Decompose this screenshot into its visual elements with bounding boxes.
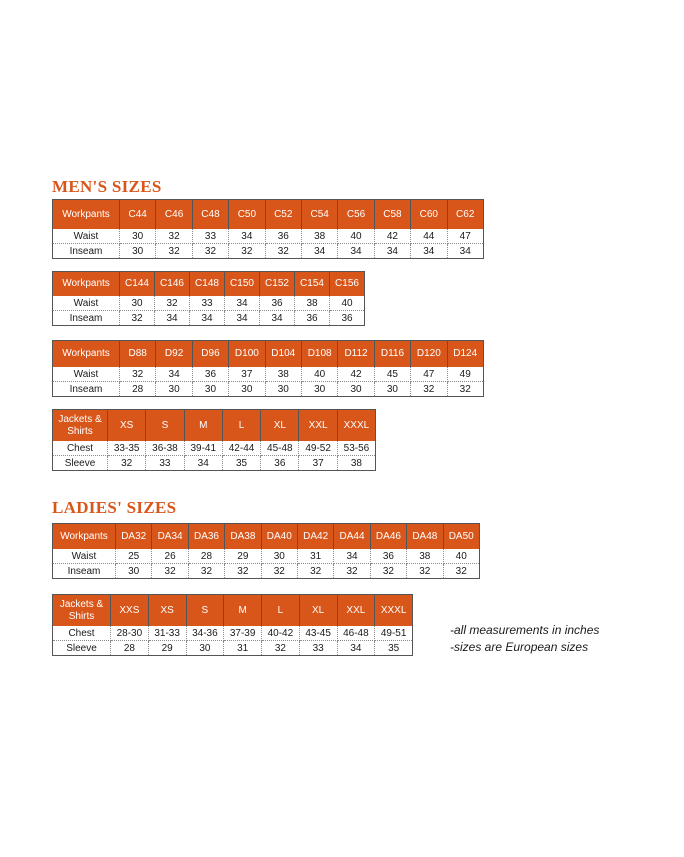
measurement-value: 28 bbox=[111, 641, 149, 656]
measurement-value: 36-38 bbox=[146, 441, 184, 456]
size-header: DA46 bbox=[370, 524, 406, 550]
measurement-value: 38 bbox=[265, 367, 301, 382]
measurement-value: 32 bbox=[192, 244, 228, 259]
measurement-value: 46-48 bbox=[337, 626, 375, 641]
size-table-men-c bbox=[52, 199, 484, 259]
measurement-value: 30 bbox=[265, 382, 301, 397]
measurement-value: 30 bbox=[156, 382, 192, 397]
measurement-value: 28 bbox=[120, 382, 156, 397]
measurement-value: 37 bbox=[229, 367, 265, 382]
size-header: XS bbox=[148, 595, 186, 627]
measurement-value: 40-42 bbox=[262, 626, 300, 641]
size-table-men-d bbox=[52, 340, 484, 397]
measurement-value: 30 bbox=[120, 296, 155, 311]
measurement-value: 32 bbox=[156, 244, 192, 259]
measurement-value: 40 bbox=[338, 229, 374, 244]
measurement-value: 32 bbox=[334, 564, 370, 579]
size-header: C46 bbox=[156, 200, 192, 230]
size-table-men-c-long bbox=[52, 271, 365, 326]
measurement-value: 32 bbox=[108, 456, 146, 471]
size-header: C52 bbox=[265, 200, 301, 230]
size-header: XXXL bbox=[375, 595, 413, 627]
measurement-value: 33 bbox=[299, 641, 337, 656]
size-header: XXL bbox=[299, 410, 337, 442]
measurement-value: 38 bbox=[337, 456, 375, 471]
mens-sizes-heading: MEN'S SIZES bbox=[52, 177, 162, 196]
table-row bbox=[53, 641, 413, 656]
size-header: XS bbox=[108, 410, 146, 442]
measurement-value: 34 bbox=[184, 456, 222, 471]
note-measurements: -all measurements in inches bbox=[450, 623, 600, 637]
measurement-label: Sleeve bbox=[53, 641, 111, 656]
measurement-label: Waist bbox=[53, 367, 120, 382]
measurement-label: Inseam bbox=[53, 244, 120, 259]
size-table-ladies-jackets bbox=[52, 594, 413, 656]
note-european-sizes: -sizes are European sizes bbox=[450, 640, 589, 654]
size-header: XXL bbox=[337, 595, 375, 627]
measurement-value: 32 bbox=[262, 641, 300, 656]
measurement-value: 39-41 bbox=[184, 441, 222, 456]
measurement-value: 38 bbox=[407, 549, 443, 564]
size-table-ladies-da bbox=[52, 523, 480, 579]
measurement-value: 34 bbox=[225, 296, 260, 311]
measurement-value: 49 bbox=[447, 367, 483, 382]
header-row bbox=[53, 410, 376, 442]
measurement-value: 32 bbox=[152, 564, 188, 579]
table-row bbox=[53, 382, 484, 397]
size-header: XXS bbox=[111, 595, 149, 627]
measurement-label: Chest bbox=[53, 626, 111, 641]
measurement-value: 31 bbox=[224, 641, 262, 656]
measurement-value: 32 bbox=[370, 564, 406, 579]
measurement-value: 30 bbox=[374, 382, 410, 397]
size-header: C44 bbox=[120, 200, 156, 230]
measurement-value: 45-48 bbox=[261, 441, 299, 456]
table-row bbox=[53, 311, 365, 326]
size-header: L bbox=[262, 595, 300, 627]
measurement-value: 30 bbox=[120, 244, 156, 259]
measurement-value: 37 bbox=[299, 456, 337, 471]
measurement-value: 44 bbox=[411, 229, 447, 244]
ladies-sizes-heading: LADIES' SIZES bbox=[52, 498, 177, 517]
table-row bbox=[53, 229, 484, 244]
measurement-value: 32 bbox=[156, 229, 192, 244]
measurement-value: 29 bbox=[148, 641, 186, 656]
measurement-value: 49-51 bbox=[375, 626, 413, 641]
measurement-value: 32 bbox=[411, 382, 447, 397]
size-header: C56 bbox=[338, 200, 374, 230]
size-header: C62 bbox=[447, 200, 483, 230]
size-header: DA48 bbox=[407, 524, 443, 550]
size-header: C58 bbox=[374, 200, 410, 230]
measurement-value: 26 bbox=[152, 549, 188, 564]
size-header: C150 bbox=[225, 272, 260, 297]
size-header: D124 bbox=[447, 341, 483, 368]
measurement-value: 34 bbox=[374, 244, 410, 259]
size-header: C146 bbox=[155, 272, 190, 297]
table-row bbox=[53, 626, 413, 641]
measurement-value: 34 bbox=[229, 229, 265, 244]
measurement-value: 30 bbox=[301, 382, 337, 397]
measurement-value: 45 bbox=[374, 367, 410, 382]
measurement-value: 32 bbox=[155, 296, 190, 311]
size-header: XL bbox=[299, 595, 337, 627]
garment-type-header: Workpants bbox=[53, 272, 120, 297]
measurement-value: 47 bbox=[411, 367, 447, 382]
measurement-value: 43-45 bbox=[299, 626, 337, 641]
measurement-value: 35 bbox=[222, 456, 260, 471]
header-row bbox=[53, 595, 413, 627]
measurement-value: 32 bbox=[225, 564, 261, 579]
measurement-value: 36 bbox=[261, 456, 299, 471]
size-header: C50 bbox=[229, 200, 265, 230]
measurement-label: Sleeve bbox=[53, 456, 108, 471]
measurement-value: 38 bbox=[295, 296, 330, 311]
measurement-value: 36 bbox=[370, 549, 406, 564]
measurement-value: 32 bbox=[265, 244, 301, 259]
size-header: C156 bbox=[330, 272, 365, 297]
measurement-value: 32 bbox=[261, 564, 297, 579]
measurement-value: 49-52 bbox=[299, 441, 337, 456]
measurement-value: 31 bbox=[297, 549, 333, 564]
size-header: C152 bbox=[260, 272, 295, 297]
size-header: C60 bbox=[411, 200, 447, 230]
garment-type-header: Workpants bbox=[53, 341, 120, 368]
measurement-value: 33 bbox=[190, 296, 225, 311]
measurement-value: 29 bbox=[225, 549, 261, 564]
size-header: DA34 bbox=[152, 524, 188, 550]
table-row bbox=[53, 367, 484, 382]
measurement-label: Waist bbox=[53, 549, 116, 564]
garment-type-header: Jackets & Shirts bbox=[53, 595, 111, 627]
header-row bbox=[53, 272, 365, 297]
measurement-label: Waist bbox=[53, 229, 120, 244]
measurement-value: 34 bbox=[190, 311, 225, 326]
measurement-value: 32 bbox=[297, 564, 333, 579]
measurement-label: Waist bbox=[53, 296, 120, 311]
table-row bbox=[53, 549, 480, 564]
size-header: C144 bbox=[120, 272, 155, 297]
measurement-value: 32 bbox=[407, 564, 443, 579]
size-header: DA38 bbox=[225, 524, 261, 550]
measurement-value: 33-35 bbox=[108, 441, 146, 456]
measurement-value: 36 bbox=[295, 311, 330, 326]
measurement-value: 30 bbox=[192, 382, 228, 397]
size-header: XXXL bbox=[337, 410, 375, 442]
size-header: DA40 bbox=[261, 524, 297, 550]
measurement-value: 32 bbox=[443, 564, 479, 579]
size-header: DA44 bbox=[334, 524, 370, 550]
size-header: L bbox=[222, 410, 260, 442]
measurement-value: 47 bbox=[447, 229, 483, 244]
garment-type-header: Workpants bbox=[53, 200, 120, 230]
size-header: C54 bbox=[301, 200, 337, 230]
measurement-value: 33 bbox=[146, 456, 184, 471]
measurement-value: 34 bbox=[338, 244, 374, 259]
table-row bbox=[53, 244, 484, 259]
garment-type-header: Jackets & Shirts bbox=[53, 410, 108, 442]
measurement-value: 30 bbox=[186, 641, 224, 656]
size-header: D104 bbox=[265, 341, 301, 368]
table-row bbox=[53, 296, 365, 311]
size-header: S bbox=[186, 595, 224, 627]
size-header: C154 bbox=[295, 272, 330, 297]
measurement-value: 42 bbox=[338, 367, 374, 382]
size-header: DA50 bbox=[443, 524, 479, 550]
size-header: C48 bbox=[192, 200, 228, 230]
size-header: D96 bbox=[192, 341, 228, 368]
measurement-value: 34 bbox=[156, 367, 192, 382]
header-row bbox=[53, 524, 480, 550]
size-header: D120 bbox=[411, 341, 447, 368]
measurement-label: Chest bbox=[53, 441, 108, 456]
size-header: DA42 bbox=[297, 524, 333, 550]
measurement-value: 30 bbox=[338, 382, 374, 397]
measurement-value: 34 bbox=[225, 311, 260, 326]
measurement-value: 25 bbox=[116, 549, 152, 564]
measurement-value: 40 bbox=[330, 296, 365, 311]
measurement-value: 34 bbox=[155, 311, 190, 326]
measurement-value: 32 bbox=[447, 382, 483, 397]
measurement-label: Inseam bbox=[53, 311, 120, 326]
measurement-value: 30 bbox=[116, 564, 152, 579]
size-header: D116 bbox=[374, 341, 410, 368]
size-header: D100 bbox=[229, 341, 265, 368]
measurement-value: 35 bbox=[375, 641, 413, 656]
measurement-label: Inseam bbox=[53, 564, 116, 579]
measurement-value: 34 bbox=[260, 311, 295, 326]
measurement-value: 34 bbox=[447, 244, 483, 259]
measurement-value: 28-30 bbox=[111, 626, 149, 641]
measurement-value: 32 bbox=[229, 244, 265, 259]
size-header: M bbox=[184, 410, 222, 442]
measurement-value: 30 bbox=[120, 229, 156, 244]
table-row bbox=[53, 564, 480, 579]
measurement-value: 33 bbox=[192, 229, 228, 244]
size-header: D108 bbox=[301, 341, 337, 368]
measurement-value: 53-56 bbox=[337, 441, 375, 456]
measurement-label: Inseam bbox=[53, 382, 120, 397]
size-header: D112 bbox=[338, 341, 374, 368]
measurement-value: 36 bbox=[265, 229, 301, 244]
measurement-value: 31-33 bbox=[148, 626, 186, 641]
measurement-value: 36 bbox=[192, 367, 228, 382]
measurement-value: 42 bbox=[374, 229, 410, 244]
measurement-value: 40 bbox=[301, 367, 337, 382]
size-header: DA32 bbox=[116, 524, 152, 550]
table-row bbox=[53, 441, 376, 456]
measurement-value: 30 bbox=[261, 549, 297, 564]
measurement-value: 32 bbox=[188, 564, 224, 579]
size-header: DA36 bbox=[188, 524, 224, 550]
measurement-value: 34 bbox=[337, 641, 375, 656]
measurement-value: 37-39 bbox=[224, 626, 262, 641]
measurement-value: 42-44 bbox=[222, 441, 260, 456]
size-header: M bbox=[224, 595, 262, 627]
measurement-value: 28 bbox=[188, 549, 224, 564]
header-row bbox=[53, 341, 484, 368]
measurement-value: 30 bbox=[229, 382, 265, 397]
measurement-value: 34-36 bbox=[186, 626, 224, 641]
size-table-men-jackets bbox=[52, 409, 376, 471]
measurement-value: 36 bbox=[260, 296, 295, 311]
size-header: C148 bbox=[190, 272, 225, 297]
measurement-value: 40 bbox=[443, 549, 479, 564]
measurement-value: 38 bbox=[301, 229, 337, 244]
measurement-value: 34 bbox=[411, 244, 447, 259]
garment-type-header: Workpants bbox=[53, 524, 116, 550]
measurement-value: 32 bbox=[120, 311, 155, 326]
size-header: D92 bbox=[156, 341, 192, 368]
table-row bbox=[53, 456, 376, 471]
size-header: D88 bbox=[120, 341, 156, 368]
header-row bbox=[53, 200, 484, 230]
size-header: XL bbox=[261, 410, 299, 442]
size-header: S bbox=[146, 410, 184, 442]
measurement-value: 34 bbox=[334, 549, 370, 564]
measurement-value: 34 bbox=[301, 244, 337, 259]
measurement-value: 32 bbox=[120, 367, 156, 382]
measurement-value: 36 bbox=[330, 311, 365, 326]
